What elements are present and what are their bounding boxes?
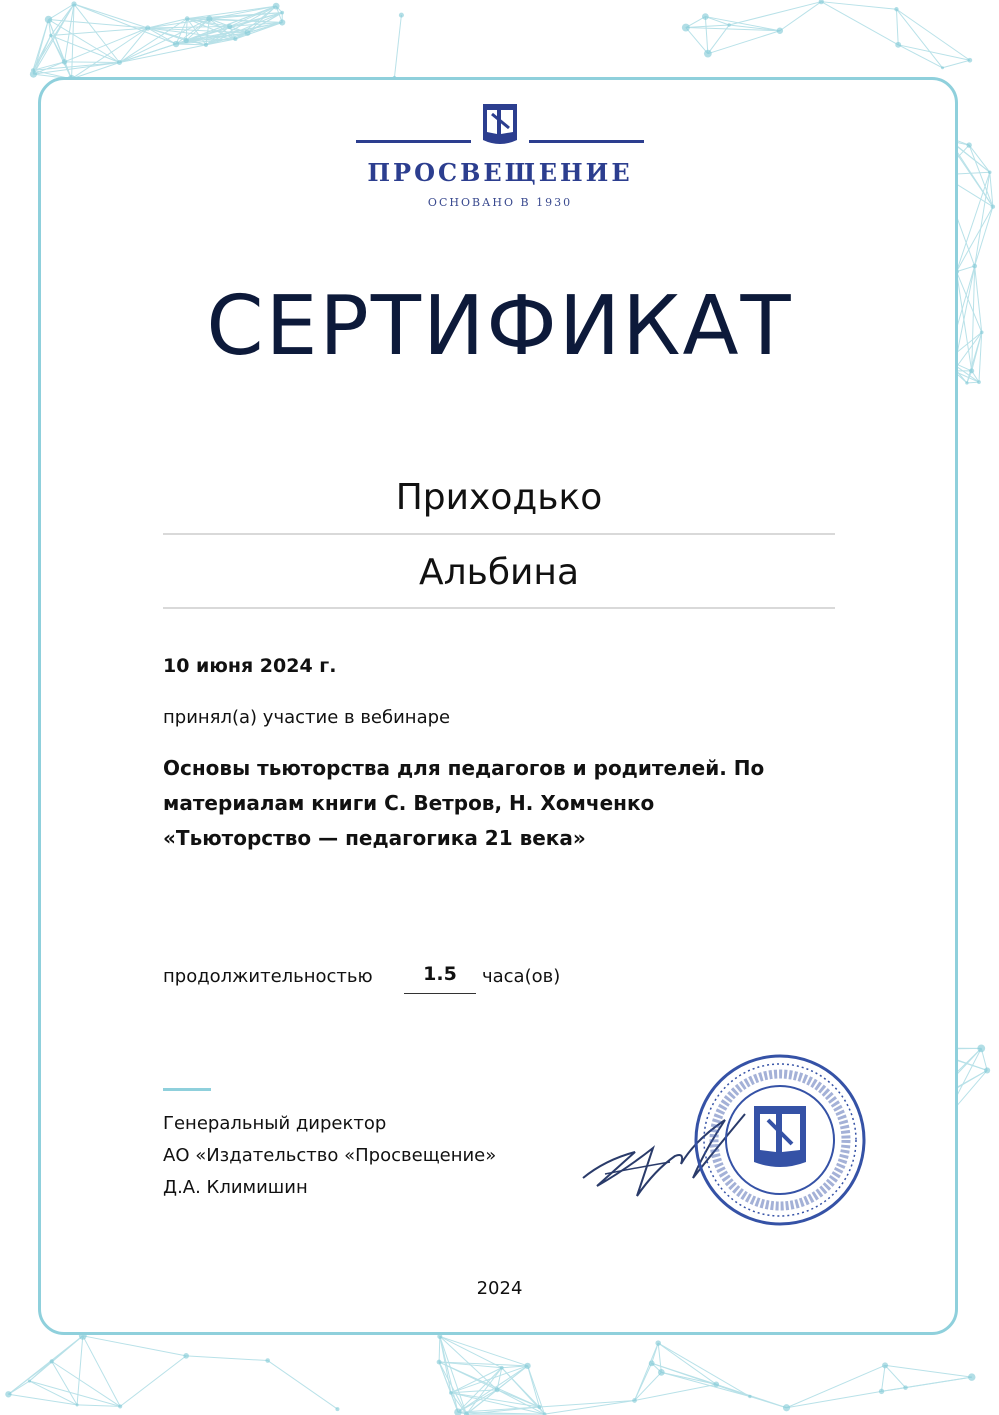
accent-divider — [163, 1088, 211, 1091]
webinar-title-line: Основы тьюторства для педагогов и родителей. По — [163, 756, 765, 780]
duration-unit: часа(ов) — [482, 966, 561, 987]
webinar-title-line: материалам книги С. Ветров, Н. Хомченко — [163, 791, 655, 815]
signatory-organization: АО «Издательство «Просвещение» — [163, 1145, 497, 1166]
certificate-date: 10 июня 2024 г. — [163, 655, 337, 677]
seal-emblem-icon — [754, 1106, 806, 1167]
participation-text: принял(а) участие в вебинаре — [163, 707, 451, 728]
webinar-title — [163, 751, 843, 856]
webinar-title-line: «Тьюторство — педагогика 21 века» — [163, 826, 586, 850]
duration-label: продолжительностью — [163, 966, 373, 987]
recipient-surname: Приходько — [163, 480, 835, 535]
recipient-first-name: Альбина — [163, 555, 835, 609]
certificate-title: СЕРТИФИКАТ — [206, 279, 793, 374]
official-seal — [692, 1052, 868, 1228]
publisher-logo — [340, 100, 660, 212]
signatory-position: Генеральный директор — [163, 1113, 387, 1134]
signatory-name: Д.А. Климишин — [163, 1177, 308, 1198]
duration-value: 1.5 — [404, 963, 476, 994]
publisher-emblem-icon — [340, 100, 660, 156]
signatory-block — [163, 1108, 496, 1204]
publisher-name: ПРОСВЕЩЕНИЕ — [367, 158, 633, 187]
certificate-year: 2024 — [476, 1278, 523, 1299]
publisher-founded: ОСНОВАНО В 1930 — [427, 196, 573, 209]
